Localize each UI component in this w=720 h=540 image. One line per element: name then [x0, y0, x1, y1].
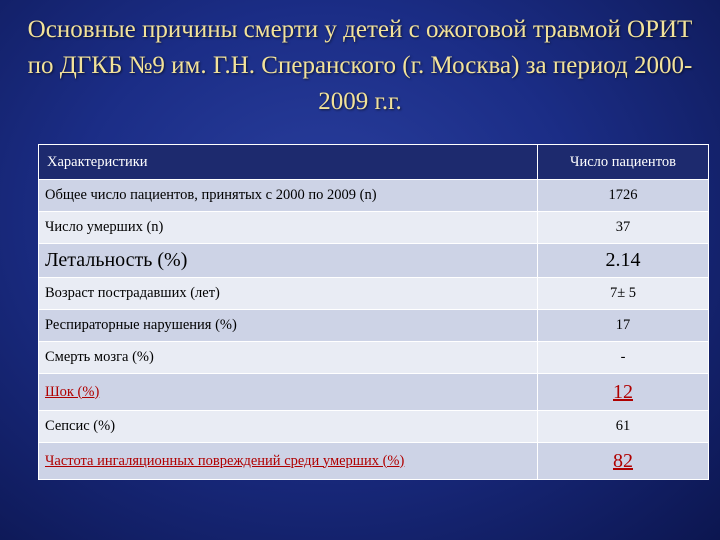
- row-label: Смерть мозга (%): [39, 342, 538, 374]
- row-label: Сепсис (%): [39, 411, 538, 443]
- table-row: [39, 212, 709, 244]
- table-header-row: [39, 145, 709, 180]
- row-label: Возраст пострадавших (лет): [39, 278, 538, 310]
- row-value: 17: [538, 310, 709, 342]
- row-value: 1726: [538, 180, 709, 212]
- row-value: 2.14: [538, 244, 709, 278]
- column-header-patient-count: Число пациентов: [538, 145, 709, 180]
- row-value: 61: [538, 411, 709, 443]
- row-value: 37: [538, 212, 709, 244]
- row-value: -: [538, 342, 709, 374]
- table-row: [39, 411, 709, 443]
- table-row: [39, 244, 709, 278]
- table-row: [39, 374, 709, 411]
- table-row: [39, 180, 709, 212]
- table-row: [39, 278, 709, 310]
- row-label: Респираторные нарушения (%): [39, 310, 538, 342]
- table-row: [39, 443, 709, 480]
- row-label: Частота ингаляционных повреждений среди умерших (%): [39, 443, 538, 480]
- row-label: Число умерших (n): [39, 212, 538, 244]
- row-label: Шок (%): [39, 374, 538, 411]
- row-value: 82: [538, 443, 709, 480]
- table-row: [39, 342, 709, 374]
- row-value: 12: [538, 374, 709, 411]
- table-row: [39, 310, 709, 342]
- slide-title: Основные причины смерти у детей с ожоговой травмой ОРИТ по ДГКБ №9 им. Г.Н. Сперанского (г. Москва) за период 2000-2009 г.г.: [27, 16, 693, 115]
- column-header-characteristics: Характеристики: [39, 145, 538, 180]
- row-value: 7± 5: [538, 278, 709, 310]
- statistics-table: [38, 144, 709, 480]
- row-label: Летальность (%): [39, 244, 538, 278]
- row-label: Общее число пациентов, принятых с 2000 по 2009 (n): [39, 180, 538, 212]
